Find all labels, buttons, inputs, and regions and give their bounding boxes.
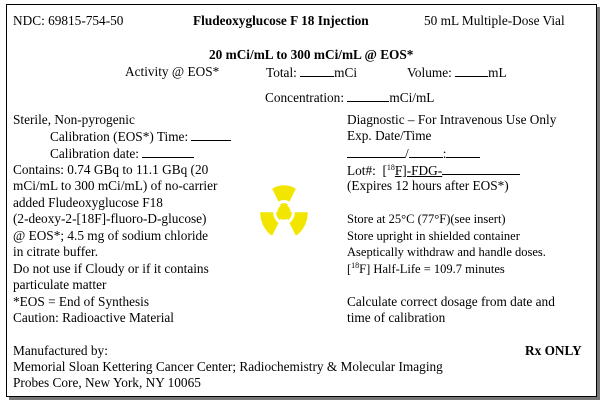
vial-size: 50 mL Multiple-Dose Vial	[424, 13, 565, 28]
contains-line: (2-deoxy-2-[18F]-fluoro-D-glucose)	[13, 211, 207, 226]
exp-date-blanks: / :	[347, 145, 480, 162]
contains-line: in citrate buffer.	[13, 244, 99, 259]
contains-line: Contains: 0.74 GBq to 11.1 GBq (20	[13, 162, 209, 177]
activity-label: Activity @ EOS*	[125, 64, 220, 79]
half-life: [$^{18}$F] Half-Life = 109.7 minutes	[347, 261, 505, 276]
manufacturer-address: Probes Core, New York, NY 10065	[13, 375, 201, 390]
contains-line: mCi/mL to 300 mCi/mL) of no-carrier	[13, 178, 218, 193]
exp-label: Exp. Date/Time	[347, 128, 432, 143]
warning-line: Do not use if Cloudy or if it contains	[13, 261, 209, 276]
expires-text: (Expires 12 hours after EOS*)	[347, 178, 509, 193]
concentration-field: Concentration: mCi/mL	[265, 90, 435, 105]
aseptic-text: Aseptically withdraw and handle doses.	[347, 245, 546, 259]
lot-number: Lot#: [$^{18}$F]-FDG-	[347, 162, 520, 179]
radiation-trefoil-icon	[248, 168, 320, 250]
product-name: Fludeoxyglucose F 18 Injection	[193, 13, 369, 28]
warning-line: particulate matter	[13, 277, 107, 292]
total-field: Total: mCi	[266, 65, 358, 80]
caution-text: Caution: Radioactive Material	[13, 310, 174, 325]
manufactured-by: Manufactured by:	[13, 343, 108, 358]
manufacturer-name: Memorial Sloan Kettering Cancer Center; Radiochemistry & Molecular Imaging	[13, 359, 443, 374]
storage-shield: Store upright in shielded container	[347, 229, 520, 243]
volume-field: Volume: mL	[407, 65, 507, 80]
eos-definition: *EOS = End of Synthesis	[13, 294, 150, 309]
diagnostic-text: Diagnostic – For Intravenous Use Only	[347, 112, 557, 127]
dosage-text: time of calibration	[347, 310, 446, 325]
ndc-code: NDC: 69815-754-50	[13, 13, 124, 28]
calibration-date: Calibration date:	[50, 145, 194, 162]
rx-only: Rx ONLY	[525, 343, 582, 358]
storage-temp: Store at 25°C (77°F)(see insert)	[347, 212, 506, 226]
dosage-text: Calculate correct dosage from date and	[347, 294, 555, 309]
calibration-time: Calibration (EOS*) Time:	[50, 128, 231, 145]
contains-line: @ EOS*; 4.5 mg of sodium chloride	[13, 228, 209, 243]
strength: 20 mCi/mL to 300 mCi/mL @ EOS*	[209, 47, 414, 62]
sterile-text: Sterile, Non-pyrogenic	[13, 112, 135, 127]
contains-line: added Fludeoxyglucose F18	[13, 195, 163, 210]
